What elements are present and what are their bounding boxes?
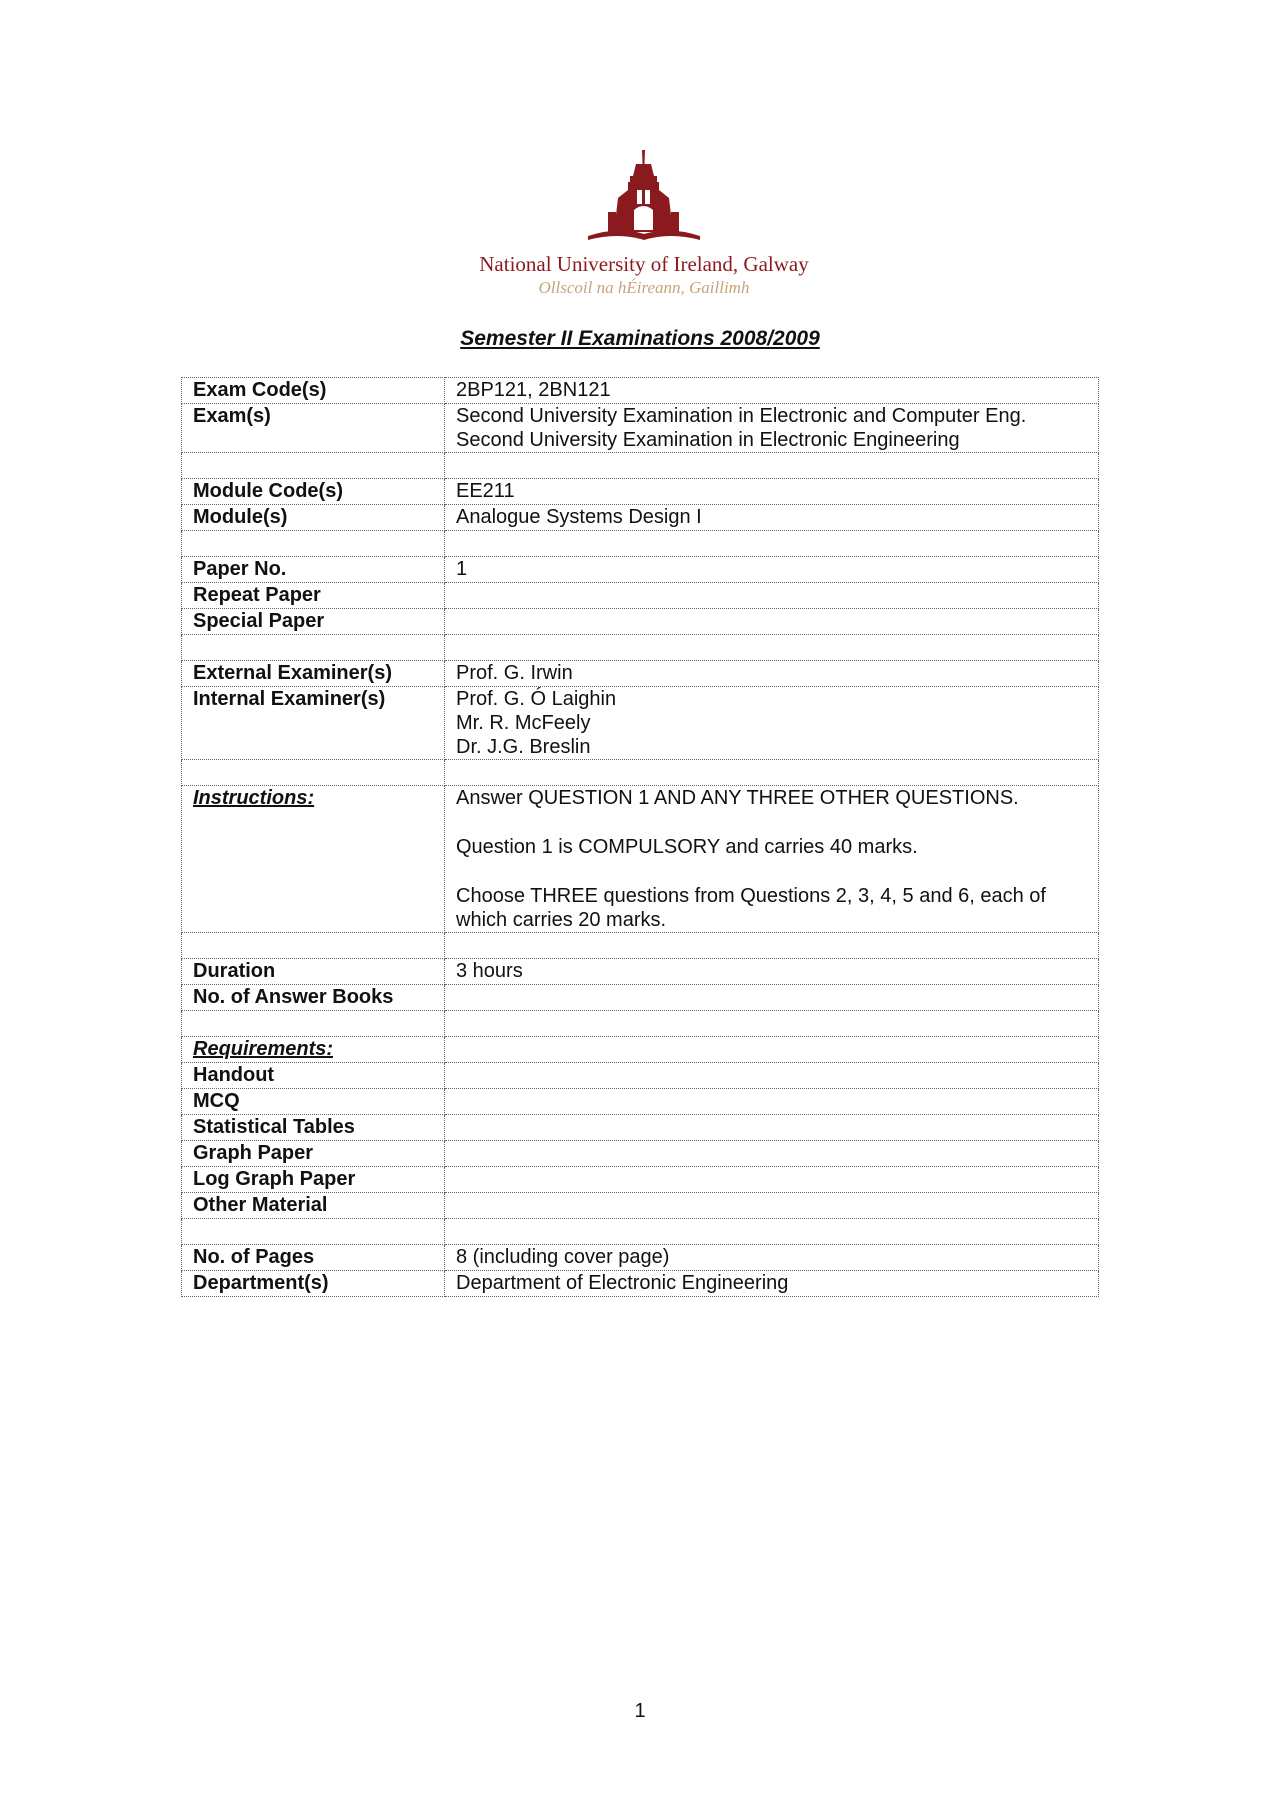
spacer-row [182,760,1099,786]
row-no-of-pages [182,1245,1099,1271]
exam-line: Second University Examination in Electronic Engineering [456,429,960,451]
row-label: No. of Answer Books [182,985,445,1011]
instruction-paragraph: Answer QUESTION 1 AND ANY THREE OTHER QUESTIONS. [456,787,1019,809]
row-label: Graph Paper [182,1141,445,1167]
row-statistical-tables [182,1115,1099,1141]
university-name: National University of Ireland, Galway [479,252,809,276]
row-value [445,1193,1099,1219]
row-value: 2BP121, 2BN121 [445,378,1099,404]
exam-line: Second University Examination in Electronic and Computer Eng. [456,405,1027,427]
spacer-row [182,453,1099,479]
spacer-row [182,635,1099,661]
row-graph-paper [182,1141,1099,1167]
row-exam-code [182,378,1099,404]
row-label: Log Graph Paper [182,1167,445,1193]
row-log-graph-paper [182,1167,1099,1193]
row-value: Analogue Systems Design I [445,505,1099,531]
row-requirements [182,1037,1099,1063]
row-mcq [182,1089,1099,1115]
row-value [445,1089,1099,1115]
row-special-paper [182,609,1099,635]
examiner-line: Prof. G. Ó Laighin [456,688,617,710]
row-label: Paper No. [182,557,445,583]
row-label: Internal Examiner(s) [182,687,445,760]
row-value: 1 [445,557,1099,583]
row-label: Exam Code(s) [182,378,445,404]
row-value: 8 (including cover page) [445,1245,1099,1271]
row-label [182,1037,445,1063]
row-modules [182,505,1099,531]
examiner-line: Mr. R. McFeely [456,712,591,734]
row-value: 3 hours [445,959,1099,985]
row-value [445,786,1099,933]
row-departments [182,1271,1099,1297]
row-value [445,1037,1099,1063]
row-value [445,1141,1099,1167]
requirements-heading: Requirements: [193,1038,334,1060]
instruction-paragraph: Choose THREE questions from Questions 2, 3, 4, 5 and 6, each of which carries 20 marks. [456,885,1046,931]
row-exams [182,404,1099,453]
row-label: Duration [182,959,445,985]
row-internal-examiner [182,687,1099,760]
row-label: Module(s) [182,505,445,531]
row-label: Special Paper [182,609,445,635]
row-value [445,583,1099,609]
row-value: EE211 [445,479,1099,505]
instructions-heading: Instructions: [193,787,315,809]
row-value [445,404,1099,453]
quadrangle-tower-icon [468,150,820,250]
row-label: No. of Pages [182,1245,445,1271]
row-label: Statistical Tables [182,1115,445,1141]
exam-cover-table [181,377,1099,1297]
row-value [445,687,1099,760]
row-value [445,609,1099,635]
row-duration [182,959,1099,985]
row-label: External Examiner(s) [182,661,445,687]
row-label: Handout [182,1063,445,1089]
row-repeat-paper [182,583,1099,609]
university-irish-name: Ollscoil na hÉireann, Gaillimh [538,278,750,297]
row-value [445,1115,1099,1141]
row-module-code [182,479,1099,505]
row-instructions [182,786,1099,933]
exam-session-title: Semester II Examinations 2008/2009 [460,327,820,350]
page-number: 1 [634,1700,646,1722]
row-value [445,1063,1099,1089]
row-value: Prof. G. Irwin [445,661,1099,687]
row-other-material [182,1193,1099,1219]
row-label: Department(s) [182,1271,445,1297]
row-value [445,985,1099,1011]
row-label: Exam(s) [182,404,445,453]
row-external-examiner [182,661,1099,687]
row-value [445,1167,1099,1193]
row-answer-books [182,985,1099,1011]
row-paper-no [182,557,1099,583]
instruction-paragraph: Question 1 is COMPULSORY and carries 40 marks. [456,836,918,858]
row-value: Department of Electronic Engineering [445,1271,1099,1297]
spacer-row [182,531,1099,557]
row-label: Module Code(s) [182,479,445,505]
row-label [182,786,445,933]
row-label: MCQ [182,1089,445,1115]
row-handout [182,1063,1099,1089]
examiner-line: Dr. J.G. Breslin [456,736,591,758]
spacer-row [182,1011,1099,1037]
row-label: Other Material [182,1193,445,1219]
row-label: Repeat Paper [182,583,445,609]
spacer-row [182,1219,1099,1245]
spacer-row [182,933,1099,959]
university-logo [468,150,820,305]
